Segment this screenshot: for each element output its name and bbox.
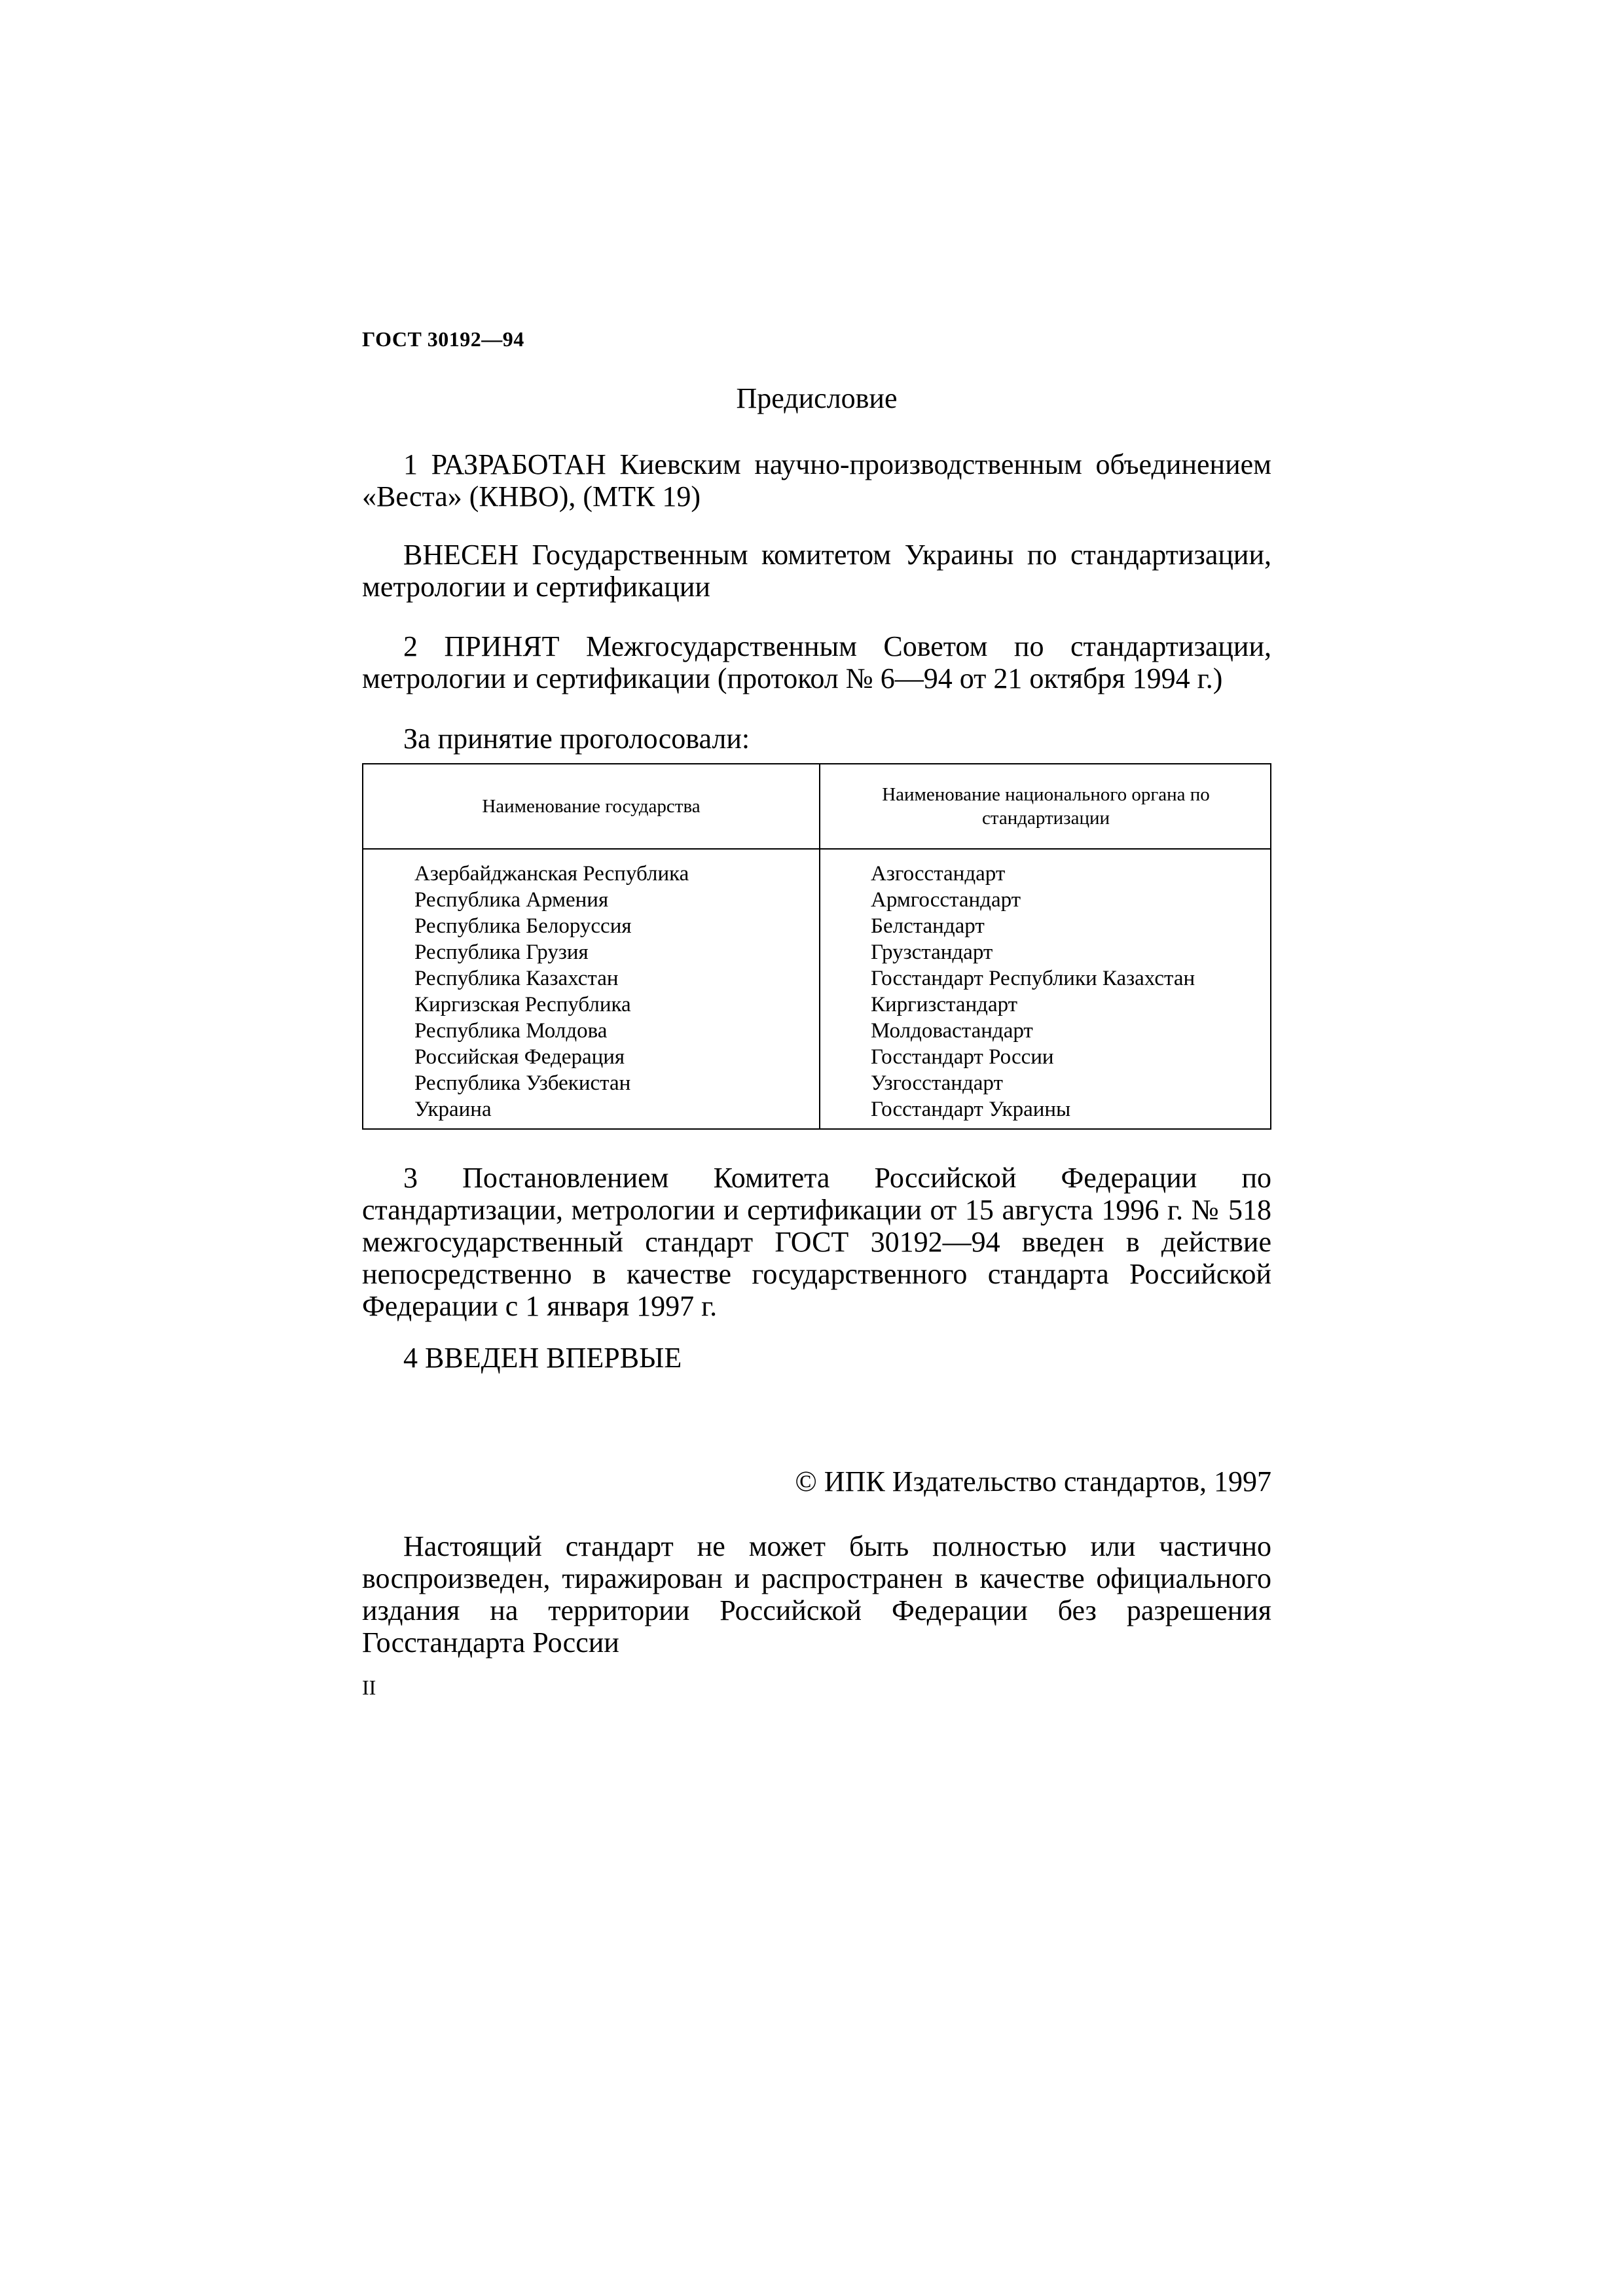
page-title: Предисловие [736,382,898,414]
table-cell-state: Киргизская Республика [414,993,631,1016]
table-cell-body: Узгосстандарт [871,1071,1003,1095]
paragraph-introduced: ВНЕСЕН Государственным комитетом Украины по стандартизации, метрологии и сертификации [362,539,1271,603]
table-cell-state: Республика Армения [414,888,609,912]
table-cell-body: Армгосстандарт [871,888,1021,912]
table-cell-body: Госстандарт России [871,1045,1054,1069]
document-id: ГОСТ 30192—94 [362,327,524,351]
table-cell-body: Грузстандарт [871,941,993,964]
copyright-notice: © ИПК Издательство стандартов, 1997 [795,1465,1271,1498]
vote-label: За принятие проголосовали: [403,723,750,755]
table-cell-state: Украина [414,1098,492,1121]
table-cell-body: Госстандарт Украины [871,1098,1071,1121]
paragraph-adopted: 2 ПРИНЯТ Межгосударственным Советом по стандартизации, метрологии и сертификации (протокол № 6—94 от 21 октября 1994 г.) [362,630,1271,694]
page-number: II [362,1676,376,1699]
table-cell-state: Республика Казахстан [414,967,619,990]
table-cell-body: Азгосстандарт [871,862,1006,886]
table-cell-state: Российская Федерация [414,1045,625,1069]
table-cell-state: Азербайджанская Республика [414,862,689,886]
paragraph-resolution: 3 Постановлением Комитета Российской Федерации по стандартизации, метрологии и сертификации от 15 августа 1996 г. № 518 межгосударственный стандарт ГОСТ 30192—94 введен в действие непосредственно в качестве государственного стандарта Российской Федерации с 1 января 1997 г. [362,1162,1271,1322]
state-column [414,861,689,1122]
paragraph-developed: 1 РАЗРАБОТАН Киевским научно-производственным объединением «Веста» (КНВО), (МТК 19) [362,448,1271,512]
table-cell-state: Республика Узбекистан [414,1071,631,1095]
table-cell-state: Республика Молдова [414,1019,608,1043]
table-cell-state: Республика Грузия [414,941,589,964]
table-header-state: Наименование государства [482,796,701,817]
table-cell-body: Белстандарт [871,914,985,938]
paragraph-reproduction-notice: Настоящий стандарт не может быть полностью или частично воспроизведен, тиражирован и распространен в качестве официального издания на территории Российской Федерации без разрешения Госстандарта России [362,1530,1271,1659]
paragraph-first-introduced: 4 ВВЕДЕН ВПЕРВЫЕ [403,1342,682,1374]
table-divider-horizontal [363,848,1270,850]
table-cell-body: Молдовастандарт [871,1019,1033,1043]
table-cell-body: Киргизстандарт [871,993,1018,1016]
table-cell-state: Республика Белоруссия [414,914,632,938]
body-column [871,861,1195,1122]
table-cell-body: Госстандарт Республики Казахстан [871,967,1195,990]
table-header-body: Наименование национального органа по стандартизации [882,784,1210,829]
voting-table [362,763,1271,1130]
